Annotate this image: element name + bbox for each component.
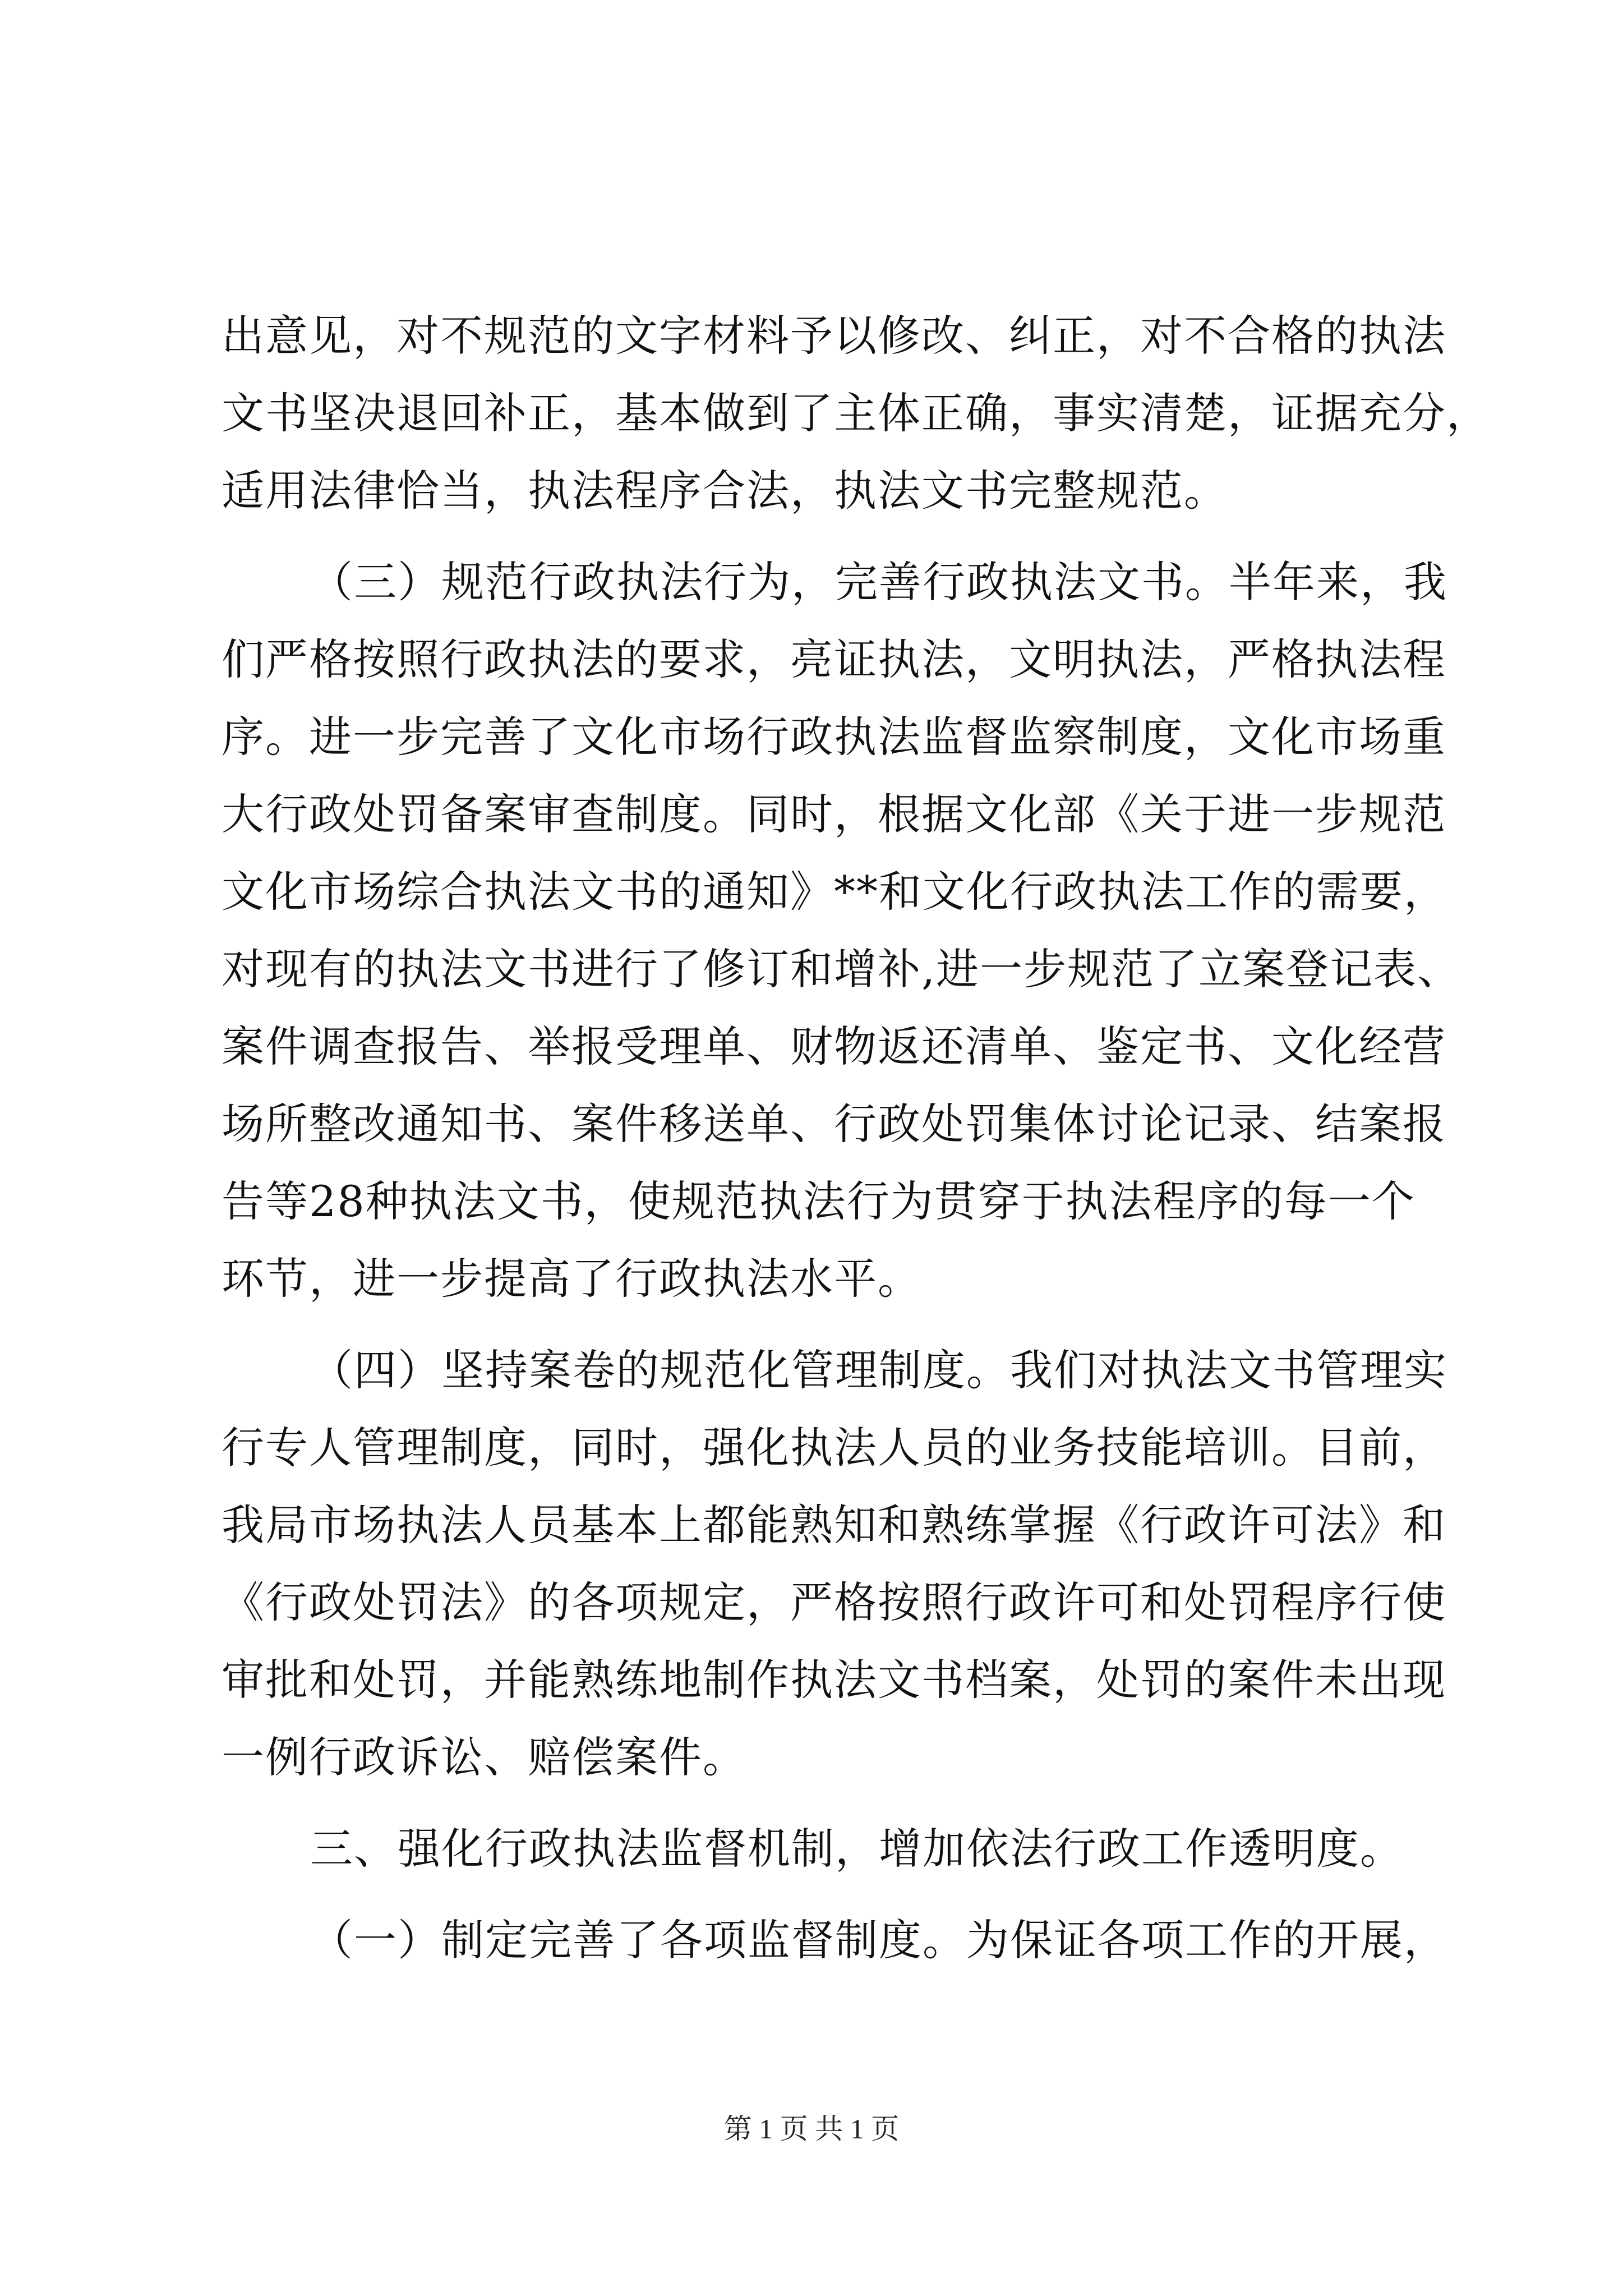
text-line: 审批和处罚，并能熟练地制作执法文书档案，处罚的案件未出现 [222,1655,1446,1705]
text-line: 一例行政诉讼、赔偿案件。 [222,1732,746,1782]
text-line: 文书坚决退回补正，基本做到了主体正确，事实清楚，证据充分， [222,388,1490,438]
text-line: 适用法律恰当，执法程序合法，执法文书完整规范。 [222,466,1228,516]
text-line: 出意见，对不规范的文字材料予以修改、纠正，对不合格的执法 [222,311,1446,361]
page-footer: 第 1 页 共 1 页 [723,2113,900,2145]
text-line: 告等28种执法文书，使规范执法行为贯穿于执法程序的每一个 [222,1176,1415,1226]
document-body [222,297,1490,1979]
text-line: 行专人管理制度，同时，强化执法人员的业务技能培训。目前， [222,1423,1446,1473]
text-line: 我局市场执法人员基本上都能熟知和熟练掌握《行政许可法》和 [222,1500,1446,1550]
text-line: 案件调查报告、举报受理单、财物返还清单、鉴定书、文化经营 [222,1022,1446,1071]
text-line: 大行政处罚备案审查制度。同时，根据文化部《关于进一步规范 [222,789,1446,839]
text-line: 环节，进一步提高了行政执法水平。 [222,1254,921,1304]
text-line: 对现有的执法文书进行了修订和增补,进一步规范了立案登记表、 [222,944,1461,994]
text-line: 场所整改通知书、案件移送单、行政处罚集体讨论记录、结案报 [222,1099,1446,1149]
text-line: 文化市场综合执法文书的通知》**和文化行政执法工作的需要， [222,867,1447,917]
section-heading: 三、强化行政执法监督机制，增加依法行政工作透明度。 [310,1824,1404,1874]
paragraph-start-line: （三）规范行政执法行为，完善行政执法文书。半年来，我 [310,557,1447,607]
text-line: 们严格按照行政执法的要求，亮证执法，文明执法，严格执法程 [222,634,1446,684]
paragraph-start-line: （四）坚持案卷的规范化管理制度。我们对执法文书管理实 [310,1345,1447,1395]
text-line: 序。进一步完善了文化市场行政执法监督监察制度，文化市场重 [222,712,1446,762]
paragraph-start-line: （一）制定完善了各项监督制度。为保证各项工作的开展， [310,1915,1447,1965]
text-line: 《行政处罚法》的各项规定，严格按照行政许可和处罚程序行使 [222,1577,1446,1627]
